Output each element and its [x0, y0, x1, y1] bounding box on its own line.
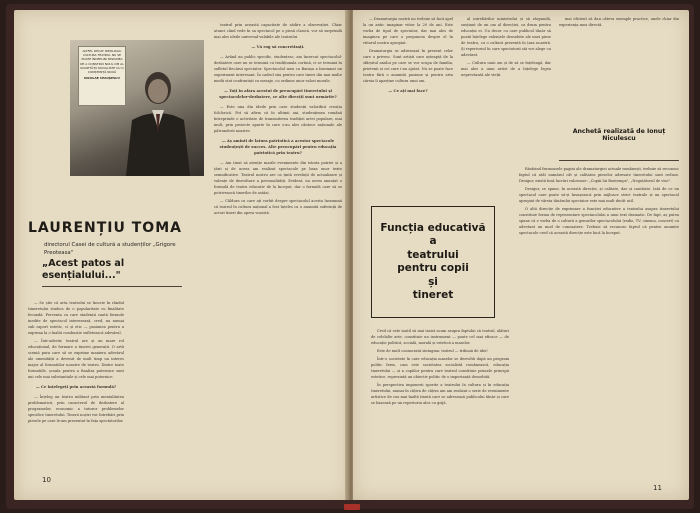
right-column-4 [519, 166, 679, 476]
right-column-2 [461, 16, 551, 126]
paragraph: mai eficient să dau câteva exemple practice, unele chiar din experiența mea directă. [559, 17, 679, 27]
left-page [14, 10, 349, 500]
paragraph: În perspectiva impunerii sporite a teatrului în cultura și în educația tineretului, numai în câțiva de câțiva ani am realizat o serie de evenimente artistice de cea mai înaltă ținută care se adresează publicului tânăr și care se bazează pe un repertoriu ales cu grijă. [371, 383, 509, 405]
paragraph: — Am ținut să atenție marile evenimente din istoria patriei și a țării și de aceea am realizat spectacole pe baza unor texte semnificative. Teatrul nostru are ca țintă revelații de actualizare și valențe de dezvoltare a personalității. Evident, nu avem anunțat o formulă de teatru educativ de la început, dar o formulă care să se potrivească tinerilor de astăzi. [214, 161, 342, 195]
title-line: și [428, 275, 438, 288]
page-number-left: 10 [42, 476, 51, 484]
interviewee-role: directorul Casei de cultură a studenților „Grigore Preoteasa" [44, 242, 176, 256]
poster-text: ALTFEL DECAT IDEOLOGIC CULTURA TEATRUL NU SE POATE ÎNDEPLINI MISIUNEA DE A CONSTRUI NOUL OM AL SOCIETĂȚII SOCIALISTE CU O CONȘTIINȚĂ NOUĂ [80, 49, 124, 75]
left-column-1 [28, 300, 124, 470]
article-title [380, 222, 485, 303]
paragraph: Este de mult consacrată sintagma: teatrul — tribună de idei! [377, 349, 488, 353]
paragraph: O altă direcție de exprimare a funcției educative a teatrului asupra tineretului constituie forma de reprezentare spectacolului a unui text dramatic. De fapt, aș putea spune că e vorba de o cultură a genurilor spectacolului (radio, TV, cinema, concert) cu adevărat un mod de cunoaștere. Trebuie să recunosc faptul că pentru anumite spectacole cred că această direcție este încă la început. [519, 207, 679, 235]
right-column-3 [371, 328, 509, 476]
right-column-2b [559, 16, 679, 126]
divider-rule [42, 286, 182, 287]
paragraph: — Se știe că arta teatrului se înscrie în rândul timeretului studios de o popularitate cu finalitate fecundă. Ferventa cu care studenții caută formule inedite de spectacol interesează, cred, nu numai sub raport estetic, ci și etic — pasiunea pentru a exprima la o înaltă combustie sufletească adevărul. [28, 301, 124, 335]
paragraph: Desigur, se spune, în această direcție, și calitate, dar și cantitate. Iată de ce un spectacol care poate să-și însușească prin mijloace strict teatrale și un spectacol apropiat de vârsta tânărului spectator este mai mult decât util. [519, 187, 679, 203]
paragraph: — Este una din ideile prin care studenții valorifică creația folclorică. Pot să afirm că în ultimii ani, studențimea română întreprinde o activitate de transmiterea tradiției artei populare, mai mult, prin proiecte aparte în care s-au ales cântece naționale ale pătrunderii noastre. [214, 105, 342, 133]
magazine-spread [6, 4, 694, 509]
right-column-1 [363, 16, 453, 126]
paragraph: al intrebărilor ministrului și să răspundă, susținut de un om al direcției, ca drum pentru educația ei. Un decor cu care publicul tânăr să poată înțelege valențele deosebite ale unei piese de teatru, cu o cultură prezentă în țara noastră. Și repertoriul în care spectatorii săi vor alege cu adevărat. [461, 17, 551, 57]
paragraph: — Înțeleg un teatru militant prin mentalitatea problematicii, prin caracterul de dezbatere al programelor, economic a tuturor problemelor specifice tineretului. Tinerii noștri vor întrebări prin piesele pe care le-am prezentat în fața spectatorilor. [28, 395, 124, 423]
page-number-right: 11 [653, 484, 662, 492]
portrait-figure-icon [122, 58, 192, 176]
question-subhead: — Aș aminti de latura patriotică a acestor spectacole studențești de succes. Alte preocupări pentru educația patriotică prin teatru? [219, 138, 337, 155]
left-column-2 [214, 22, 342, 470]
title-line: Funcția educativă [380, 221, 486, 234]
interview-photo [70, 40, 204, 176]
paragraph: Răsfoind frumoasele pagini ale dramaturgiei actuale românești, trebuie să recunosc faptul că atât numărul cât și calitatea pieselor adresate tineretului sunt reduse. Desigur, există însă lucrări valoroase: „Copiii lui Bontemps", „Neguțătorul de vise". [519, 167, 679, 183]
question-subhead: — Toți în afara acestui de preocupări tineretului și spectacolelor-dezbatere, ce alte direcții sunt urmărite? [219, 88, 337, 99]
bookmark-ribbon [344, 504, 360, 510]
paragraph: — Cultura unui om și de să se înțeleagă, dar mai ales a unui artist de a înțelege legea neprevăzută ale vieții. [461, 61, 551, 77]
divider-rule [559, 160, 679, 161]
paragraph: — Câldura cu care ați vorbit despre spectacolul acesta înseamnă că teatrul în cultura național a fost înțeles cu o anumită suferință de actori tineri din opera voastră. [214, 199, 342, 215]
right-page [353, 10, 689, 500]
title-line: tineret [412, 289, 454, 301]
paragraph: Cred că este inutil să mai insist acum asupra faptului că teatrul, alături de celelalte arte, constituie un instrument — poate cel mai eficace — de educație politică, socială, morală și estetică a maselor. [371, 329, 509, 345]
question-subhead: — Ce înțelegeți prin această formulă? [35, 384, 117, 389]
paragraph: Într-o societate în care educația maselor se dezvoltă după un program politic ferm, cum este societatea socialistă românească, educația tineretului — și a copiilor pentru care teatrul constituie primele principii estetice, reprezintă un obiectiv politic de o importanță deosebită. [371, 357, 509, 379]
paragraph: Dramaturgia se adresează în prezent celor care o privesc. Sunt artiști care așteaptă de la sfârșitul anului pe care se vor ocupa de familia, prietenii și cei care i-au ajutat. Nu se poate face teatru fără o anumită pasiune și pentru arta căreia îi aparține cultura unui om. [363, 49, 453, 83]
paragraph: — Dramaturgia nostră nu trebuie să facă apel la un antic imaginar viitor la 20 de ani. Este vorba de tipul de spectator, dar mai ales de imaginea pe care o propunem despre el în viitorul nostru apropiat. [363, 17, 453, 45]
article-title-box [371, 206, 495, 318]
paragraph: — Având un public specific, studențesc, am încercat spectacolul-dezbatere care nu se termină cu tradiționala cortină, ci se termină în sufletul fiecărui spectator. Spectacolul meu cu Barașa a însemnat un experiment interesant. În cadrul său pentru care tineri din mai multe medii stat confruntați cu mesaje, cu ordinea unor valori morale. [214, 55, 342, 83]
poster-caption: NICOLAE CEAUȘESCU [84, 76, 120, 81]
title-line: pentru copii [397, 262, 469, 274]
pull-quote: „Acest patos al esențialului..." [42, 258, 125, 281]
paragraph: teatrul prin această capacitate de sădire a observației. Chiar atunci când vede în sa spectacol pe o piesă clasică, vor să surprindă mai ales ideile universal-valabile ale teatrului. [214, 23, 342, 39]
photo-poster [78, 46, 126, 106]
paragraph: — Într-adevăr, teatrul are și un mare rol educațional, de formare a tinerei generații. O artă sceniă pura care să se exprime maniera adevărul ale omenității a devenit de mult timp un interes major al formatiilor noastre de teatru. Dintre toate formatiile, școala pentru a finaliza puternice sunt ani cele mai substantiale și cele mai puternice. [28, 339, 124, 379]
byline: Anchetă realizată de Ionuț Niculescu [572, 128, 666, 142]
question-subhead: — Ce ați mai face? [388, 88, 428, 93]
question-subhead: — Vă rog să concretizați. [251, 44, 305, 49]
title-line: teatrului [407, 248, 459, 261]
interviewee-name: LAURENȚIU TOMA [28, 220, 182, 236]
title-line: a [429, 235, 437, 247]
